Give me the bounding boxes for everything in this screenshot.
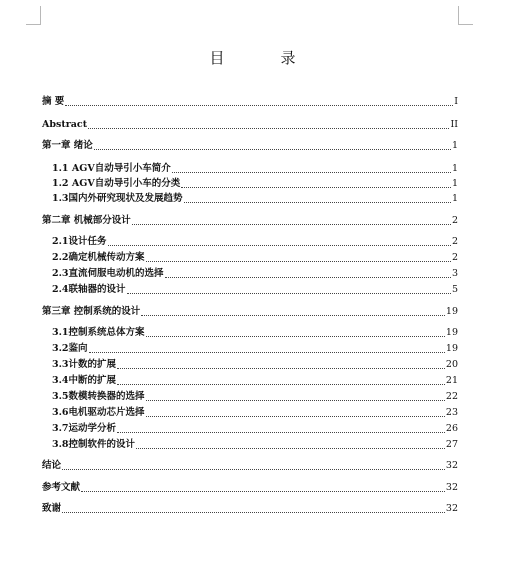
- dot-leader: [127, 293, 451, 294]
- toc-entry-page: 32: [445, 503, 458, 514]
- toc-entry-page: 21: [445, 375, 458, 386]
- toc-entry-chapter-1[interactable]: [42, 138, 458, 152]
- toc-entry-2-1[interactable]: [52, 234, 458, 248]
- toc-entry-label: 3.7运动学分析: [52, 423, 117, 434]
- toc-entry-label: 摘 要: [42, 96, 65, 107]
- toc-entry-page: 2: [451, 215, 458, 226]
- dot-leader: [117, 368, 445, 369]
- toc-entry-label: 2.2确定机械传动方案: [52, 252, 145, 263]
- toc-entry-label: 1.2 AGV自动导引小车的分类: [52, 178, 181, 189]
- toc-entry-conclusion[interactable]: [42, 458, 458, 472]
- toc-entry-1-2[interactable]: [52, 176, 458, 190]
- toc-entry-label: 2.1设计任务: [52, 236, 107, 247]
- toc-entry-label: Abstract: [42, 119, 88, 130]
- toc-entry-1-1[interactable]: [52, 161, 458, 175]
- toc-entry-page: 23: [445, 407, 458, 418]
- title-char-1: 目: [209, 49, 225, 67]
- toc-entry-abstract-en[interactable]: [42, 117, 458, 131]
- toc-entry-page: 22: [445, 391, 458, 402]
- toc-entry-acknowledgements[interactable]: [42, 501, 458, 515]
- dot-leader: [94, 149, 451, 150]
- toc-entry-page: 3: [451, 268, 458, 279]
- toc-entry-references[interactable]: [42, 480, 458, 494]
- toc-entry-label: 致谢: [42, 503, 62, 514]
- dot-leader: [146, 416, 445, 417]
- toc-entry-chapter-2[interactable]: [42, 213, 458, 227]
- crop-mark-top-left: [26, 6, 41, 25]
- dot-leader: [181, 187, 451, 188]
- dot-leader: [146, 261, 451, 262]
- dot-leader: [146, 400, 445, 401]
- dot-leader: [117, 432, 445, 433]
- toc-entry-label: 3.6电机驱动芯片选择: [52, 407, 145, 418]
- toc-entry-3-6[interactable]: [52, 405, 458, 419]
- toc-entry-label: 3.1控制系统总体方案: [52, 327, 145, 338]
- dot-leader: [117, 384, 445, 385]
- toc-entry-page: 5: [451, 284, 458, 295]
- dot-leader: [62, 469, 445, 470]
- toc-entry-label: 1.1 AGV自动导引小车简介: [52, 163, 171, 174]
- toc-entry-label: 3.3计数的扩展: [52, 359, 117, 370]
- toc-entry-1-3[interactable]: [52, 191, 458, 205]
- toc-entry-page: 27: [445, 439, 458, 450]
- toc-entry-3-1[interactable]: [52, 325, 458, 339]
- dot-leader: [146, 336, 445, 337]
- toc-entry-page: 1: [451, 193, 458, 204]
- toc-entry-3-4[interactable]: [52, 373, 458, 387]
- toc-entry-page: 1: [451, 178, 458, 189]
- toc-entry-2-4[interactable]: [52, 282, 458, 296]
- toc-entry-label: 3.8控制软件的设计: [52, 439, 136, 450]
- dot-leader: [88, 128, 449, 129]
- toc-entry-label: 2.4联轴器的设计: [52, 284, 126, 295]
- toc-entry-page: 32: [445, 460, 458, 471]
- toc-entry-3-7[interactable]: [52, 421, 458, 435]
- toc-entry-abstract-cn[interactable]: [42, 94, 458, 108]
- toc-entry-page: II: [450, 119, 458, 130]
- toc-entry-label: 第一章 绪论: [42, 140, 93, 151]
- toc-entry-label: 1.3国内外研究现状及发展趋势: [52, 193, 183, 204]
- dot-leader: [89, 352, 445, 353]
- toc-entry-3-2[interactable]: [52, 341, 458, 355]
- toc-entry-3-5[interactable]: [52, 389, 458, 403]
- dot-leader: [172, 172, 451, 173]
- toc-entry-page: 2: [451, 252, 458, 263]
- toc-entry-label: 2.3直流伺服电动机的选择: [52, 268, 164, 279]
- toc-entry-page: 26: [445, 423, 458, 434]
- toc-entry-3-8[interactable]: [52, 437, 458, 451]
- toc-entry-page: 19: [445, 327, 458, 338]
- toc-entry-label: 3.2鉴向: [52, 343, 88, 354]
- toc-entry-page: 1: [451, 163, 458, 174]
- toc-entry-page: 1: [451, 140, 458, 151]
- toc-entry-label: 第三章 控制系统的设计: [42, 306, 141, 317]
- toc-entry-page: 32: [445, 482, 458, 493]
- toc-entry-label: 第二章 机械部分设计: [42, 215, 131, 226]
- toc-entry-page: 2: [451, 236, 458, 247]
- dot-leader: [136, 448, 445, 449]
- toc-entry-label: 参考文献: [42, 482, 81, 493]
- dot-leader: [65, 105, 453, 106]
- dot-leader: [108, 245, 451, 246]
- toc-entry-page: I: [454, 96, 458, 107]
- title-char-2: 录: [280, 49, 296, 67]
- dot-leader: [184, 202, 451, 203]
- dot-leader: [81, 491, 445, 492]
- toc-entry-3-3[interactable]: [52, 357, 458, 371]
- toc-entry-chapter-3[interactable]: [42, 304, 458, 318]
- dot-leader: [141, 315, 445, 316]
- toc-entry-page: 19: [445, 343, 458, 354]
- toc-entry-label: 结论: [42, 460, 62, 471]
- crop-mark-top-right: [458, 6, 473, 25]
- dot-leader: [165, 277, 451, 278]
- toc-entry-label: 3.5数模转换器的选择: [52, 391, 145, 402]
- dot-leader: [132, 224, 451, 225]
- toc-entry-page: 19: [445, 306, 458, 317]
- toc-entry-2-2[interactable]: [52, 250, 458, 264]
- dot-leader: [62, 512, 445, 513]
- toc-entry-label: 3.4中断的扩展: [52, 375, 117, 386]
- toc-entry-2-3[interactable]: [52, 266, 458, 280]
- toc-entry-page: 20: [445, 359, 458, 370]
- page-title: [0, 47, 505, 68]
